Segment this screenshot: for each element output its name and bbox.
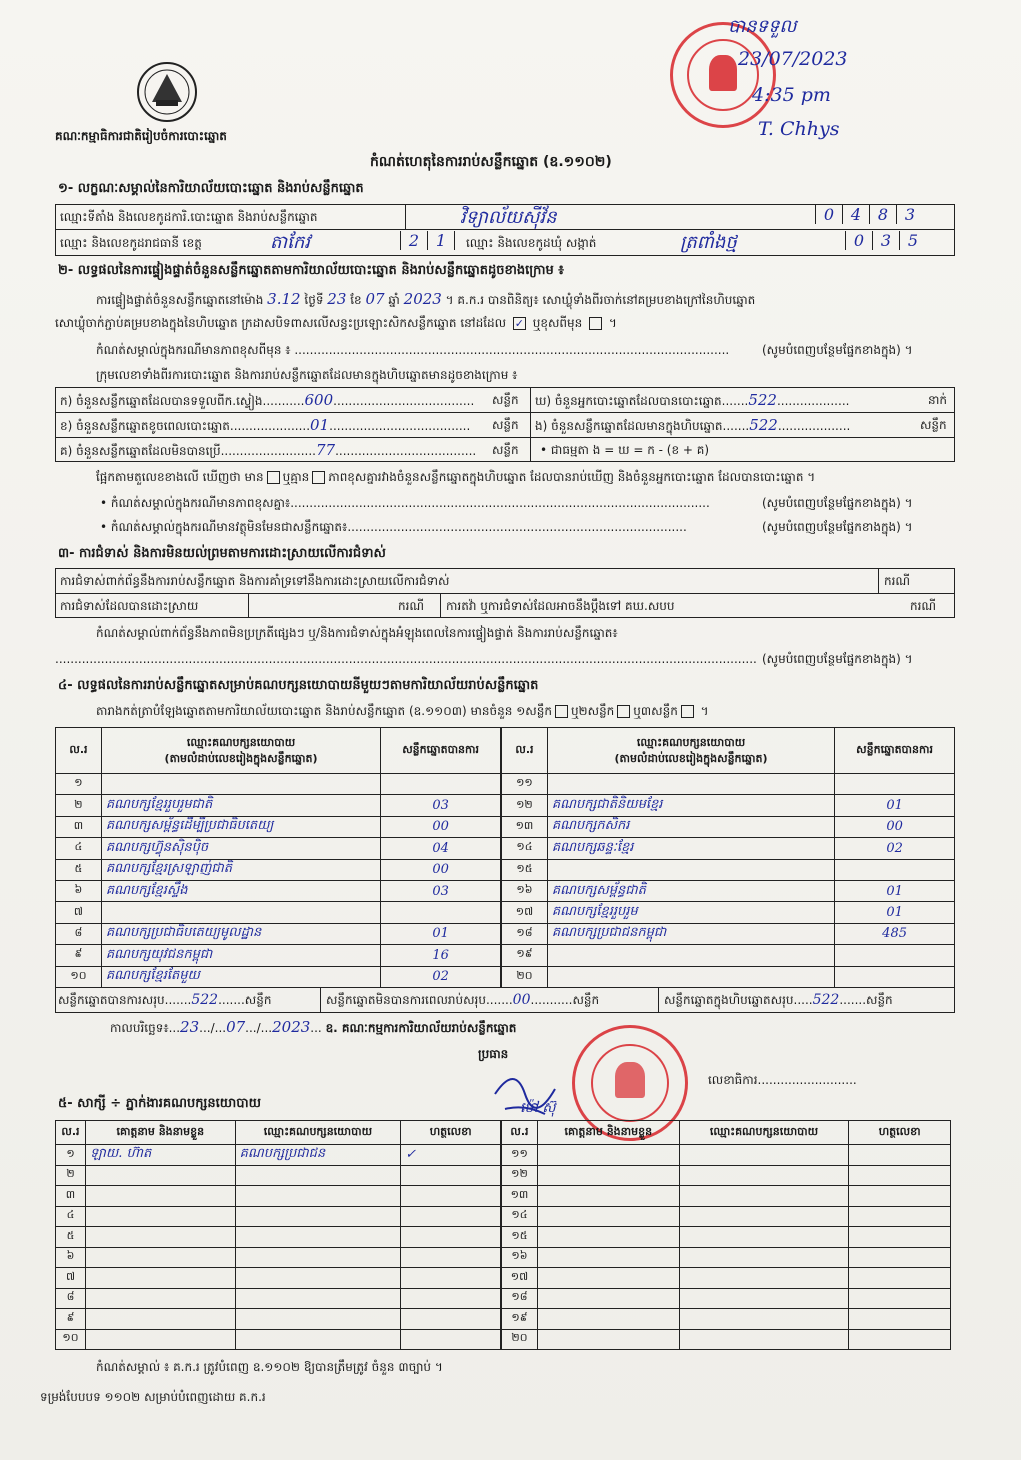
witness-sign <box>401 1165 501 1186</box>
witness-empty-cell <box>537 1309 679 1330</box>
witness-row-right <box>502 1329 951 1350</box>
witness-party <box>235 1329 401 1350</box>
result-row <box>502 774 955 795</box>
result-row <box>502 966 955 987</box>
objections-appeal: ការតវ៉ា ឬការជំទាស់ដែលអាចនឹងប្ដឹងទៅ គឃ.សបប <box>446 599 675 613</box>
witness-empty-cell <box>679 1288 849 1309</box>
location-label: ឈ្មោះទីតាំង និងលេខកូដការិ.បោះឆ្នោត និងរាប់សន្លឹកឆ្នោត <box>60 210 318 224</box>
commune-value: ត្រពាំងថ្ម <box>680 232 737 253</box>
result-no: ៩ <box>56 945 102 966</box>
total-in-box: សន្លឹកឆ្នោតក្នុងហិបឆ្នោតសរុប.....522.......សន្លឹក <box>664 992 893 1008</box>
witness-row <box>56 1206 501 1227</box>
result-row <box>502 838 955 859</box>
witness-row <box>56 1268 501 1289</box>
result-votes: 03 <box>381 795 501 816</box>
witness-no: ១០ <box>56 1329 86 1350</box>
col-votes: សន្លឹកឆ្នោតបានការ <box>381 728 501 774</box>
witness-empty-cell <box>679 1227 849 1248</box>
witness-empty-cell <box>537 1227 679 1248</box>
result-no: ១៣ <box>502 816 548 837</box>
difference-note: កំណត់សម្គាល់ក្នុងករណីមានភាពខុសពីមុន ៖ .................................................................................................................. <box>96 343 730 357</box>
witness-row-right <box>502 1206 951 1227</box>
result-row <box>56 902 501 923</box>
irregularity-note: កំណត់សម្គាល់ពាក់ព័ន្ធនឹងភាពមិនប្រក្រតីផ្សេងៗ ឬ/និងការជំទាស់ក្នុងអំឡុងពេលនៃការផ្ទៀងផ្ទាត់ និងការរាប់សន្លឹកឆ្នោត៖ <box>96 626 618 640</box>
witness-name <box>85 1165 235 1186</box>
witness-empty-cell <box>849 1206 951 1227</box>
result-party: គណបក្សហ៊្វុនស៊ិនប៉ិច <box>101 838 380 859</box>
foreign-object-note-suffix: (សូមបំពេញបន្ថែមផ្នែកខាងក្នុង) ។ <box>762 520 913 534</box>
witness-name <box>85 1206 235 1227</box>
result-row <box>56 838 501 859</box>
result-party: គណបក្សកសិករ <box>547 816 834 837</box>
witness-empty-cell <box>849 1329 951 1350</box>
result-no: ១៧ <box>502 902 548 923</box>
witness-no-right: ១៥ <box>502 1227 538 1248</box>
difference-note-suffix: (សូមបំពេញបន្ថែមផ្នែកខាងក្នុង) ។ <box>762 343 913 357</box>
witness-no: ២ <box>56 1165 86 1186</box>
witness-party <box>235 1288 401 1309</box>
section1-heading: ១- លក្ខណៈសម្គាល់នៃការិយាល័យបោះឆ្នោត និងរាប់សន្លឹកឆ្នោត <box>58 181 364 196</box>
result-row <box>56 774 501 795</box>
witness-empty-cell <box>537 1268 679 1289</box>
witness-name <box>85 1186 235 1207</box>
witness-party <box>235 1268 401 1289</box>
result-votes: 01 <box>381 923 501 944</box>
witness-empty-cell <box>679 1247 849 1268</box>
result-votes: 00 <box>381 816 501 837</box>
witness-no: ៥ <box>56 1227 86 1248</box>
formula: • ជាធម្មតា ង = ឃ = ក - (ខ + គ) <box>540 443 710 457</box>
result-no: ១ <box>56 774 102 795</box>
w-col-name: គោត្តនាម និងនាមខ្លួន <box>85 1121 235 1145</box>
commune-label: ឈ្មោះ និងលេខកូដឃុំ សង្កាត់ <box>466 236 597 250</box>
witness-party <box>235 1309 401 1330</box>
compare-line: ក្រុមលេខាទាំងពីរការបោះឆ្នោត និងការរាប់សន្លឹកឆ្នោតដែលមានក្នុងហិបឆ្នោតមានដូចខាងក្រោម ៖ <box>96 368 518 382</box>
receipt-time: 4:35 pm <box>752 84 831 106</box>
witness-row-right <box>502 1247 951 1268</box>
result-row <box>502 795 955 816</box>
verification-line2: សោឃ្លុំចាក់ភ្ជាប់គម្របខាងក្នុងនៃហិបឆ្នោត ក្រដាសបិទពាសលើសន្ធះប្រឡោះសិកសន្លឹកឆ្នោត នៅដដែល ✓ ឬខុសពីមុន ។ <box>55 316 617 330</box>
witness-empty-cell <box>679 1309 849 1330</box>
witness-row <box>56 1288 501 1309</box>
result-row <box>56 923 501 944</box>
witness-empty-cell <box>679 1206 849 1227</box>
result-row <box>502 816 955 837</box>
w-col-no-right: ល.រ <box>502 1121 538 1145</box>
result-no: ៣ <box>56 816 102 837</box>
result-no: ៥ <box>56 859 102 880</box>
witness-empty-cell <box>537 1186 679 1207</box>
result-votes: 00 <box>381 859 501 880</box>
has-discrepancy-checkbox <box>267 471 280 484</box>
three-sheet-checkbox <box>681 705 694 718</box>
witness-row <box>56 1145 501 1166</box>
witness-name: ឡាយ. ហ៊ាត <box>85 1145 235 1166</box>
witness-empty-cell <box>849 1227 951 1248</box>
form-title: កំណត់ហេតុនៃការរាប់សន្លឹកឆ្នោត (ឧ.១១០២) <box>370 154 612 170</box>
no-discrepancy-checkbox <box>312 471 325 484</box>
result-party <box>547 859 834 880</box>
witness-sign <box>401 1227 501 1248</box>
unit-c: សន្លឹក <box>492 443 519 457</box>
witness-party <box>235 1206 401 1227</box>
result-votes <box>381 902 501 923</box>
result-party: គណបក្សសម្ព័ន្ធដើម្បីប្រជាធិបតេយ្យ <box>101 816 380 837</box>
section5-heading: ៥- សាក្សី ÷ ភ្នាក់ងារគណបក្សនយោបាយ <box>58 1096 261 1111</box>
witness-no-right: ១៨ <box>502 1288 538 1309</box>
result-party: គណបក្សជាតិនិយមខ្មែរ <box>547 795 834 816</box>
witness-name <box>85 1309 235 1330</box>
witness-no-right: ២០ <box>502 1329 538 1350</box>
discrepancy-note: • កំណត់សម្គាល់ក្នុងករណីមានភាពខុសគ្នា៖.............................................................................................................. <box>100 496 710 510</box>
witness-empty-cell <box>679 1268 849 1289</box>
different-checkbox <box>589 317 602 330</box>
witness-sign <box>401 1206 501 1227</box>
result-votes: 04 <box>381 838 501 859</box>
result-party <box>547 774 834 795</box>
president-label: ប្រធាន <box>478 1047 509 1061</box>
witness-name <box>85 1247 235 1268</box>
witness-row <box>56 1227 501 1248</box>
result-party: គណបក្សប្រជាធិបតេយ្យមូលដ្ឋាន <box>101 923 380 944</box>
result-votes: 02 <box>381 966 501 987</box>
witness-no: ៨ <box>56 1288 86 1309</box>
result-no: ១៤ <box>502 838 548 859</box>
result-row <box>56 880 501 901</box>
witness-table-left <box>55 1120 501 1350</box>
same-checkbox: ✓ <box>514 317 525 330</box>
w-col-sign: ហត្ថលេខា <box>401 1121 501 1145</box>
objections-row1: ការជំទាស់ពាក់ព័ន្ធនឹងការរាប់សន្លឹកឆ្នោត និងការគាំទ្រទៅនឹងការដោះស្រាយលើការជំទាស់ <box>60 574 450 588</box>
witness-row-right <box>502 1186 951 1207</box>
province-label: ឈ្មោះ និងលេខកូដរាជធានី ខេត្ត <box>60 236 202 250</box>
foreign-object-note: • កំណត់សម្គាល់ក្នុងករណីមានវត្ថុមិនមែនជាសន្លឹកឆ្នោត៖......................................................................................... <box>100 520 687 534</box>
receipt-date: 23/07/2023 <box>738 48 848 70</box>
result-party: គណបក្សខ្មែររួបរួមជាតិ <box>101 795 380 816</box>
col-party: ឈ្មោះគណបក្សនយោបាយ (តាមលំដាប់លេខរៀងក្នុងសន្លឹកឆ្នោត) <box>101 728 380 774</box>
witness-empty-cell <box>537 1288 679 1309</box>
voters-count: ឃ) ចំនួនអ្នកបោះឆ្នោតដែលបានបោះឆ្នោត.......522................... <box>535 391 850 409</box>
witness-empty-cell <box>537 1206 679 1227</box>
total-valid: សន្លឹកឆ្នោតបានការសរុប.......522.......សន្លឹក <box>58 992 272 1008</box>
witness-row <box>56 1329 501 1350</box>
witness-empty-cell <box>849 1165 951 1186</box>
witness-row-right <box>502 1227 951 1248</box>
witness-empty-cell <box>679 1329 849 1350</box>
ballots-in-box: ង) ចំនួនសន្លឹកឆ្នោតដែលមានក្នុងហិបឆ្នោត.......522................... <box>535 416 851 434</box>
witness-sign <box>401 1247 501 1268</box>
result-party: គណបក្សខ្មែរតែមួយ <box>101 966 380 987</box>
col-no: ល.រ <box>56 728 102 774</box>
result-row <box>502 923 955 944</box>
w-col-name-right: គោត្តនាម និងនាមខ្លួន <box>537 1121 679 1145</box>
witness-name <box>85 1268 235 1289</box>
secretary-label: លេខាធិការ.......................... <box>708 1073 857 1087</box>
irregularity-dots: ........................................................................................................................................................................................ <box>55 652 757 666</box>
witness-row-right <box>502 1145 951 1166</box>
discrepancy-line: ផ្អែកតាមតួលេខខាងលើ ឃើញថា មាន ឬគ្មាន ភាពខុសគ្នារវាងចំនួនសន្លឹកឆ្នោតក្នុងហិបឆ្នោត ដែលបានរាប់ឃើញ និងចំនួនអ្នកបោះឆ្នោត ដែលបានបោះឆ្នោត ។ <box>96 470 816 484</box>
result-row <box>56 859 501 880</box>
result-party: គណបក្សខ្មែរស្រឡាញ់ជាតិ <box>101 859 380 880</box>
w-col-party-right: ឈ្មោះគណបក្សនយោបាយ <box>679 1121 849 1145</box>
result-no: ១៦ <box>502 880 548 901</box>
emblem-icon <box>132 60 202 124</box>
witness-row-right <box>502 1165 951 1186</box>
witness-no-right: ១៤ <box>502 1206 538 1227</box>
witness-sign: ✓ <box>401 1145 501 1166</box>
location-code: 0 4 8 3 <box>815 205 923 224</box>
witness-empty-cell <box>849 1268 951 1289</box>
witness-party <box>235 1227 401 1248</box>
witness-no: ៦ <box>56 1247 86 1268</box>
receipt-line1: បានទទួល <box>728 16 797 37</box>
result-party <box>547 945 834 966</box>
witness-party <box>235 1165 401 1186</box>
one-sheet-checkbox <box>555 705 568 718</box>
form-footer: ទម្រង់បែបបទ ១១០២ សម្រាប់បំពេញដោយ គ.ក.រ <box>40 1390 266 1404</box>
witness-empty-cell <box>537 1247 679 1268</box>
witness-row-right <box>502 1288 951 1309</box>
result-no: ៧ <box>56 902 102 923</box>
province-code: 2 1 <box>400 231 455 250</box>
result-votes: 01 <box>835 902 955 923</box>
witness-party <box>235 1247 401 1268</box>
case-2: ករណី <box>398 599 425 613</box>
discrepancy-note-suffix: (សូមបំពេញបន្ថែមផ្នែកខាងក្នុង) ។ <box>762 496 913 510</box>
location-value: វិទ្យាល័យស៊ីវ័ន <box>460 207 557 228</box>
results-table-left <box>55 727 501 988</box>
result-party: គណបក្សខ្មែររួបរួម <box>547 902 834 923</box>
witness-sign <box>401 1288 501 1309</box>
footnote: កំណត់សម្គាល់ ៖ គ.ក.រ ត្រូវបំពេញ ឧ.១១០២ ឱ្យបានត្រឹមត្រូវ ចំនួន ៣ច្បាប់ ។ <box>96 1360 443 1374</box>
result-party <box>101 902 380 923</box>
result-votes <box>835 859 955 880</box>
result-row <box>56 816 501 837</box>
result-row <box>56 795 501 816</box>
result-party: គណបក្សប្រជាជនកម្ពុជា <box>547 923 834 944</box>
result-votes <box>835 774 955 795</box>
committee-name: គណៈកម្មាធិការជាតិរៀបចំការបោះឆ្នោត <box>55 129 227 143</box>
witness-no-right: ១៦ <box>502 1247 538 1268</box>
result-votes: 01 <box>835 880 955 901</box>
result-party <box>101 774 380 795</box>
result-no: ១៥ <box>502 859 548 880</box>
result-no: ១១ <box>502 774 548 795</box>
unit-d: នាក់ <box>928 393 948 407</box>
witness-party: គណបក្សប្រជាជន <box>235 1145 401 1166</box>
witness-empty-cell <box>537 1165 679 1186</box>
w-col-no: ល.រ <box>56 1121 86 1145</box>
signing-date: កាលបរិច្ឆេទ៖...23.../...07.../...2023... ឧ. គណៈកម្មការការិយាល័យរាប់សន្លឹកឆ្នោត <box>110 1018 517 1036</box>
w-col-party: ឈ្មោះគណបក្សនយោបាយ <box>235 1121 401 1145</box>
result-no: ១៩ <box>502 945 548 966</box>
result-party <box>547 966 834 987</box>
witness-table-right <box>501 1120 951 1350</box>
tally-sheet-line: តារាងកត់ត្រាបំឡែងឆ្នោតតាមការិយាល័យបោះឆ្នោត និងរាប់សន្លឹកឆ្នោត (ឧ.១១០៣) មានចំនួន ១សន្លឹក ឬ២សន្លឹក ឬ៣សន្លឹក ។ <box>96 704 709 718</box>
result-no: ៤ <box>56 838 102 859</box>
witness-no-right: ១៩ <box>502 1309 538 1330</box>
witness-empty-cell <box>849 1145 951 1166</box>
witness-no-right: ១៣ <box>502 1186 538 1207</box>
witness-empty-cell <box>537 1145 679 1166</box>
witness-no: ៧ <box>56 1268 86 1289</box>
witness-row-right <box>502 1309 951 1330</box>
witness-sign <box>401 1186 501 1207</box>
witness-party <box>235 1186 401 1207</box>
witness-empty-cell <box>849 1186 951 1207</box>
case-1: ករណី <box>884 574 911 588</box>
section4-heading: ៤- លទ្ធផលនៃការរាប់សន្លឹកឆ្នោតសម្រាប់គណបក្សនយោបាយនីមួយៗតាមការិយាល័យរាប់សន្លឹកឆ្នោត <box>58 678 539 693</box>
result-row <box>502 859 955 880</box>
result-no: ១៨ <box>502 923 548 944</box>
result-votes: 02 <box>835 838 955 859</box>
case-3: ករណី <box>910 599 937 613</box>
result-no: ២ <box>56 795 102 816</box>
total-invalid: សន្លឹកឆ្នោតមិនបានការពេលរាប់សរុប.......00...........សន្លឹក <box>326 992 600 1008</box>
spoiled-ballots: ខ) ចំនួនសន្លឹកឆ្នោតខូចពេលបោះឆ្នោត.....................01..................................... <box>60 416 471 434</box>
witness-no: ១ <box>56 1145 86 1166</box>
witness-empty-cell <box>849 1288 951 1309</box>
secretary-sig-text: ម៉ៅ ស៊ុ <box>520 1100 556 1116</box>
result-votes: 16 <box>381 945 501 966</box>
result-row <box>502 902 955 923</box>
witness-row <box>56 1186 501 1207</box>
result-party: គណបក្សយុវជនកម្ពុជា <box>101 945 380 966</box>
section2-heading: ២- លទ្ធផលនៃការផ្ទៀងផ្ទាត់ចំនួនសន្លឹកឆ្នោតតាមការិយាល័យបោះឆ្នោត និងរាប់សន្លឹកឆ្នោតដូចខាងក្រោម ៖ <box>58 263 564 278</box>
unit-a: សន្លឹក <box>492 393 519 407</box>
witness-row <box>56 1165 501 1186</box>
result-party: គណបក្សឆន្ទៈខ្មែរ <box>547 838 834 859</box>
witness-no-right: ១១ <box>502 1145 538 1166</box>
witness-sign <box>401 1309 501 1330</box>
witness-name <box>85 1329 235 1350</box>
witness-empty-cell <box>849 1247 951 1268</box>
w-col-sign-right: ហត្ថលេខា <box>849 1121 951 1145</box>
unused-ballots: គ) ចំនួនសន្លឹកឆ្នោតដែលមិនបានប្រើ.........................77..................................... <box>60 441 477 459</box>
received-ballots: ក) ចំនួនសន្លឹកឆ្នោតដែលបានទទួលពីក.ស្ទៀង...........600..................................... <box>60 391 475 409</box>
result-no: ១០ <box>56 966 102 987</box>
witness-row <box>56 1309 501 1330</box>
result-no: ១២ <box>502 795 548 816</box>
province-value: តាកែវ <box>270 232 310 253</box>
result-votes <box>381 774 501 795</box>
witness-name <box>85 1227 235 1248</box>
witness-no: ៤ <box>56 1206 86 1227</box>
result-row <box>502 880 955 901</box>
witness-no-right: ១៧ <box>502 1268 538 1289</box>
witness-empty-cell <box>679 1145 849 1166</box>
witness-sign <box>401 1329 501 1350</box>
result-no: ២០ <box>502 966 548 987</box>
result-votes <box>835 966 955 987</box>
witness-empty-cell <box>679 1165 849 1186</box>
unit-e: សន្លឹក <box>920 418 947 432</box>
witness-row <box>56 1247 501 1268</box>
result-no: ៦ <box>56 880 102 901</box>
result-row <box>56 945 501 966</box>
receipt-signer: T. Chhys <box>758 118 840 140</box>
result-votes: 485 <box>835 923 955 944</box>
result-votes <box>835 945 955 966</box>
commune-code: 0 3 5 <box>845 231 926 250</box>
result-no: ៨ <box>56 923 102 944</box>
col-party-right: ឈ្មោះគណបក្សនយោបាយ (តាមលំដាប់លេខរៀងក្នុងសន្លឹកឆ្នោត) <box>547 728 834 774</box>
result-party: គណបក្សខ្មែរស្ទឹង <box>101 880 380 901</box>
result-row <box>56 966 501 987</box>
col-no-right: ល.រ <box>502 728 548 774</box>
witness-empty-cell <box>849 1309 951 1330</box>
result-votes: 00 <box>835 816 955 837</box>
unit-b: សន្លឹក <box>492 418 519 432</box>
witness-row-right <box>502 1268 951 1289</box>
col-votes-right: សន្លឹកឆ្នោតបានការ <box>835 728 955 774</box>
verification-line1: ការផ្ទៀងផ្ទាត់ចំនួនសន្លឹកឆ្នោតនៅម៉ោង 3.12 ថ្ងៃទី 23 ខែ 07 ឆ្នាំ 2023 ។ គ.ក.រ បានពិនិត្យ៖ សោឃ្លុំទាំងពីរចាក់នៅគម្របខាងក្រៅនៃហិបឆ្នោត <box>96 290 756 308</box>
objections-resolved: ការជំទាស់ដែលបានដោះស្រាយ <box>60 599 199 613</box>
two-sheet-checkbox <box>617 705 630 718</box>
section3-heading: ៣- ការជំទាស់ និងការមិនយល់ព្រមតាមការដោះស្រាយលើការជំទាស់ <box>58 546 386 561</box>
witness-no-right: ១២ <box>502 1165 538 1186</box>
result-row <box>502 945 955 966</box>
result-votes: 03 <box>381 880 501 901</box>
witness-no: ៣ <box>56 1186 86 1207</box>
results-table-right <box>501 727 955 988</box>
witness-sign <box>401 1268 501 1289</box>
witness-empty-cell <box>537 1329 679 1350</box>
result-party: គណបក្សសម្ព័ន្ធជាតិ <box>547 880 834 901</box>
result-votes: 01 <box>835 795 955 816</box>
witness-no: ៩ <box>56 1309 86 1330</box>
witness-name <box>85 1288 235 1309</box>
witness-empty-cell <box>679 1186 849 1207</box>
irregularity-note-suffix: (សូមបំពេញបន្ថែមផ្នែកខាងក្នុង) ។ <box>762 652 913 666</box>
